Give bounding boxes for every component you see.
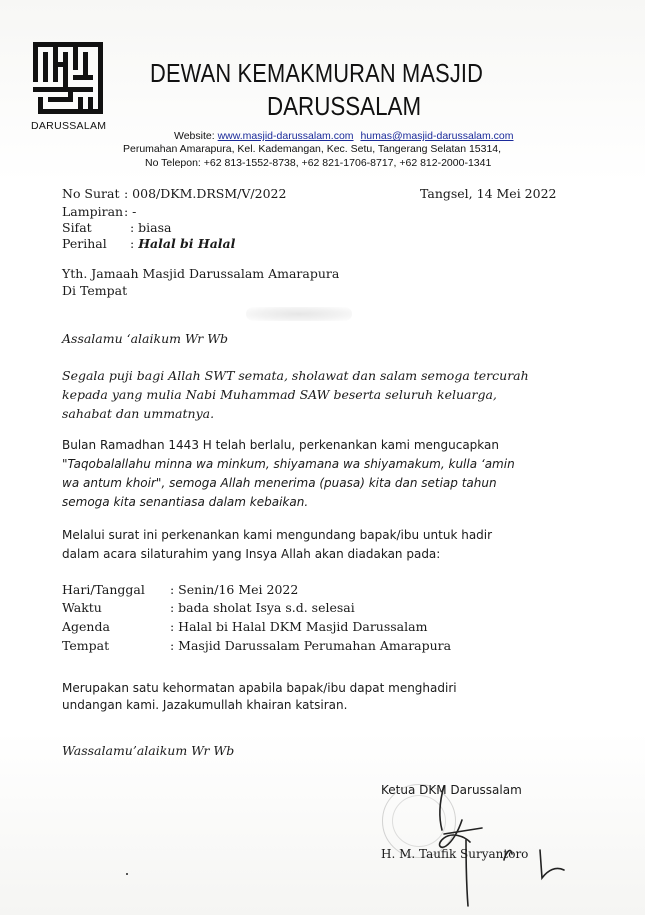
detail-label: Hari/Tanggal — [62, 582, 145, 597]
p3-line2: dalam acara silaturahim yang Insya Allah akan diadakan pada: — [62, 547, 441, 561]
place-date: Tangsel, 14 Mei 2022 — [420, 186, 557, 201]
detail-value: : Halal bi Halal DKM Masjid Darussalam — [170, 619, 428, 634]
p1-line2: kepada yang mulia Nabi Muhammad SAW beserta seluruh keluarga, — [62, 387, 497, 402]
perihal-label: Perihal — [62, 236, 107, 251]
website-label: Website: — [174, 130, 215, 142]
logo-caption: DARUSSALAM — [31, 120, 107, 132]
p3-line1: Melalui surat ini perkenankan kami mengundang bapak/ibu untuk hadir — [62, 528, 493, 542]
contact-website-line — [174, 130, 514, 142]
contact-phone: No Telepon: +62 813-1552-8738, +62 821-1706-8717, +62 812-2000-1341 — [145, 157, 492, 169]
detail-value: : bada sholat Isya s.d. selesai — [170, 600, 355, 615]
contact-address: Perumahan Amarapura, Kel. Kademangan, Kec. Setu, Tangerang Selatan 15314, — [123, 143, 502, 155]
no-surat-value: : 008/DKM.DRSM/V/2022 — [123, 186, 287, 201]
redacted-smudge — [246, 307, 352, 321]
speck — [126, 873, 128, 875]
lampiran-label: Lampiran — [62, 204, 124, 219]
signatory-name: H. M. Taufik Suryantoro — [381, 847, 529, 861]
detail-label: Agenda — [62, 619, 110, 634]
p1-line3: sahabat dan ummatnya. — [62, 406, 215, 421]
org-name-line1: DEWAN KEMAKMURAN MASJID — [150, 58, 484, 88]
perihal-colon: : — [129, 236, 135, 251]
email-link[interactable]: humas@masjid-darussalam.com — [360, 130, 514, 142]
sifat-label: Sifat — [62, 220, 92, 235]
sifat-row — [62, 220, 172, 235]
recipient-line1: Yth. Jamaah Masjid Darussalam Amarapura — [62, 266, 340, 281]
detail-label: Waktu — [62, 600, 102, 615]
website-link[interactable]: www.masjid-darussalam.com — [217, 130, 354, 142]
p4-line1: Merupakan satu kehormatan apabila bapak/ibu dapat menghadiri — [62, 681, 457, 695]
closing-greeting: Wassalamu’alaikum Wr Wb — [62, 743, 235, 758]
p2-line4: semoga kita senantiasa dalam kebaikan. — [62, 495, 309, 509]
p1-line1: Segala puji bagi Allah SWT semata, sholawat dan salam semoga tercurah — [62, 368, 529, 383]
detail-label: Tempat — [62, 638, 110, 653]
p2-line2: "Taqobalallahu minna wa minkum, shiyamana wa shiyamakum, kulla ‘amin — [62, 457, 515, 471]
no-surat-row — [62, 186, 286, 201]
p2-line1: Bulan Ramadhan 1443 H telah berlalu, perkenankan kami mengucapkan — [62, 438, 499, 452]
perihal-row — [62, 236, 235, 251]
sifat-value: : biasa — [129, 220, 172, 235]
detail-value: : Senin/16 Mei 2022 — [170, 582, 299, 597]
signatory-title: Ketua DKM Darussalam — [381, 783, 522, 797]
no-surat-label: No Surat — [62, 186, 120, 201]
mosque-logo-icon — [33, 42, 103, 114]
recipient-line2: Di Tempat — [62, 283, 128, 298]
perihal-value: Halal bi Halal — [138, 236, 236, 251]
org-name-line2: DARUSSALAM — [267, 91, 422, 121]
p4-line2: undangan kami. Jazakumullah khairan katsiran. — [62, 698, 348, 712]
detail-value: : Masjid Darussalam Perumahan Amarapura — [170, 638, 452, 653]
greeting: Assalamu ‘alaikum Wr Wb — [62, 331, 229, 346]
lampiran-row — [62, 204, 136, 219]
p2-line3: wa antum khoir", semoga Allah menerima (puasa) kita dan setiap tahun — [62, 476, 497, 490]
lampiran-value: : - — [123, 204, 137, 219]
